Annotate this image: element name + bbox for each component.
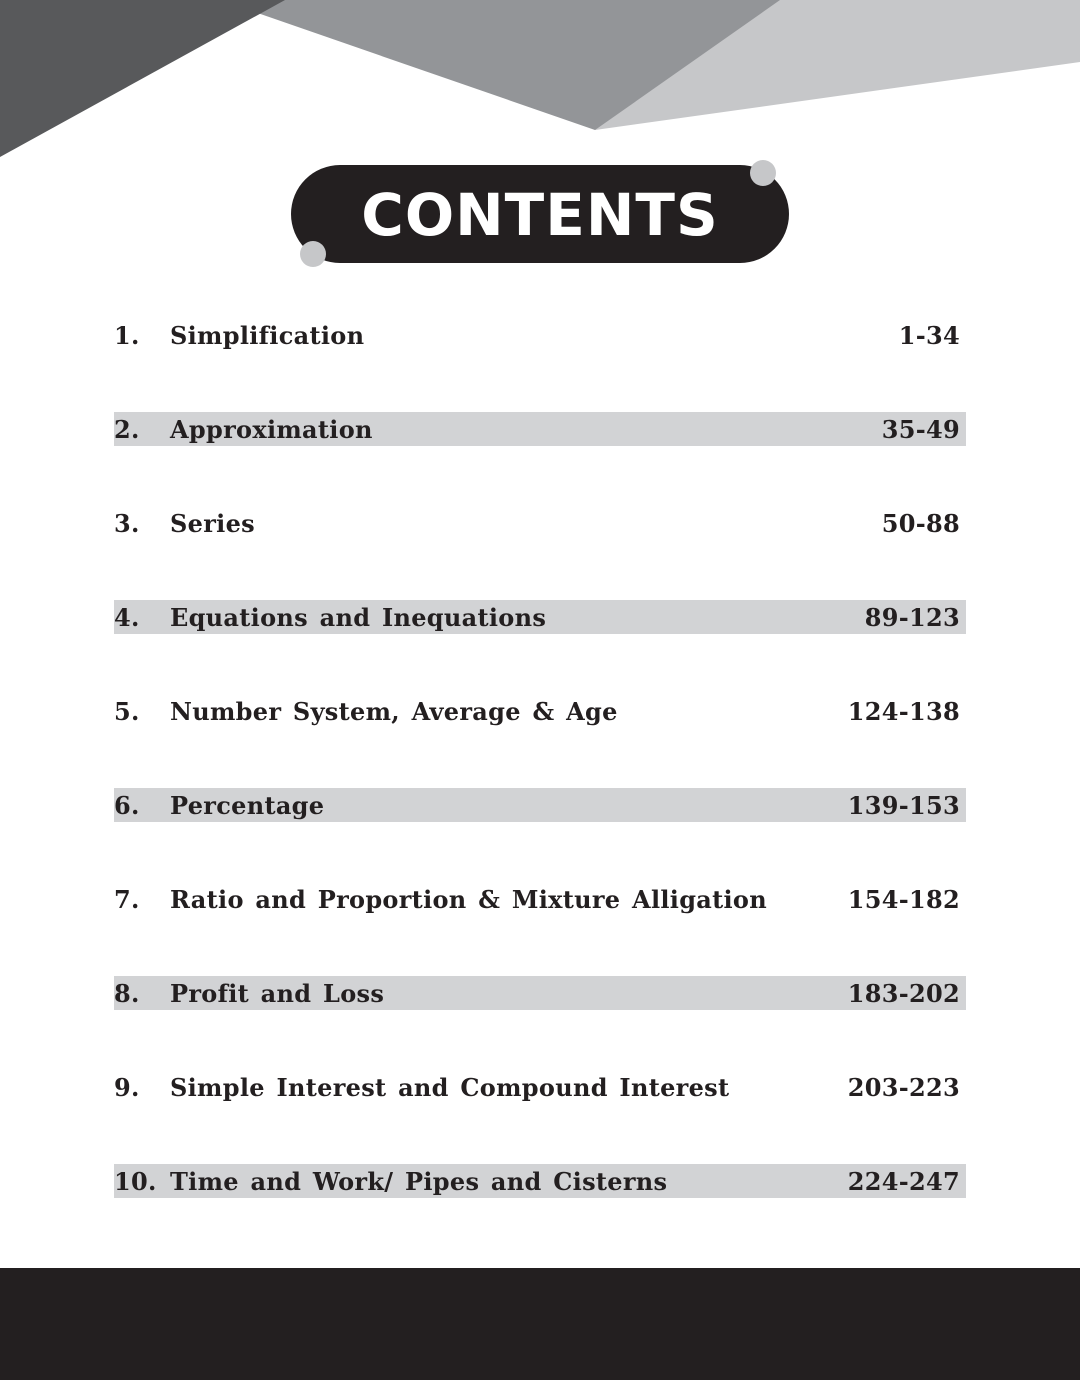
toc-number: 3. (114, 508, 140, 538)
toc-title: Time and Work/ Pipes and Cisterns (170, 1166, 668, 1196)
toc-page-range: 35-49 (881, 414, 960, 444)
toc-number: 7. (114, 884, 140, 914)
toc-page-range: 1-34 (898, 320, 960, 350)
toc-title: Percentage (170, 790, 325, 820)
toc-page-range: 154-182 (847, 884, 960, 914)
toc-number: 10. (114, 1166, 157, 1196)
header-shape-dark (0, 0, 285, 157)
page-title: CONTENTS (361, 181, 719, 249)
toc-page-range: 183-202 (847, 978, 960, 1008)
banner-dot-bottom-left (300, 241, 326, 267)
toc-row[interactable] (114, 1070, 966, 1104)
toc-number: 8. (114, 978, 140, 1008)
toc-row[interactable] (114, 788, 966, 822)
toc-title: Equations and Inequations (170, 602, 547, 632)
toc-row[interactable] (114, 506, 966, 540)
contents-title-banner (291, 165, 789, 263)
header-decoration (0, 0, 1080, 160)
toc-page-range: 203-223 (847, 1072, 960, 1102)
toc-number: 1. (114, 320, 140, 350)
toc-page-range: 89-123 (864, 602, 960, 632)
toc-title: Simple Interest and Compound Interest (170, 1072, 730, 1102)
toc-row[interactable] (114, 318, 966, 352)
toc-number: 2. (114, 414, 140, 444)
footer-band (0, 1268, 1080, 1380)
toc-number: 5. (114, 696, 140, 726)
toc-row[interactable] (114, 412, 966, 446)
toc-row[interactable] (114, 882, 966, 916)
toc-number: 4. (114, 602, 140, 632)
banner-dot-top-right (750, 160, 776, 186)
toc-title: Series (170, 508, 255, 538)
toc-page-range: 124-138 (847, 696, 960, 726)
toc-row[interactable] (114, 976, 966, 1010)
toc-title: Ratio and Proportion & Mixture Alligation (170, 884, 767, 914)
toc-title: Number System, Average & Age (170, 696, 618, 726)
table-of-contents (114, 318, 966, 1258)
toc-page-range: 139-153 (847, 790, 960, 820)
toc-page-range: 50-88 (881, 508, 960, 538)
toc-number: 6. (114, 790, 140, 820)
toc-row[interactable] (114, 694, 966, 728)
toc-title: Approximation (170, 414, 373, 444)
toc-number: 9. (114, 1072, 140, 1102)
toc-page-range: 224-247 (847, 1166, 960, 1196)
toc-row[interactable] (114, 600, 966, 634)
toc-title: Profit and Loss (170, 978, 385, 1008)
toc-row[interactable] (114, 1164, 966, 1198)
toc-title: Simplification (170, 320, 365, 350)
